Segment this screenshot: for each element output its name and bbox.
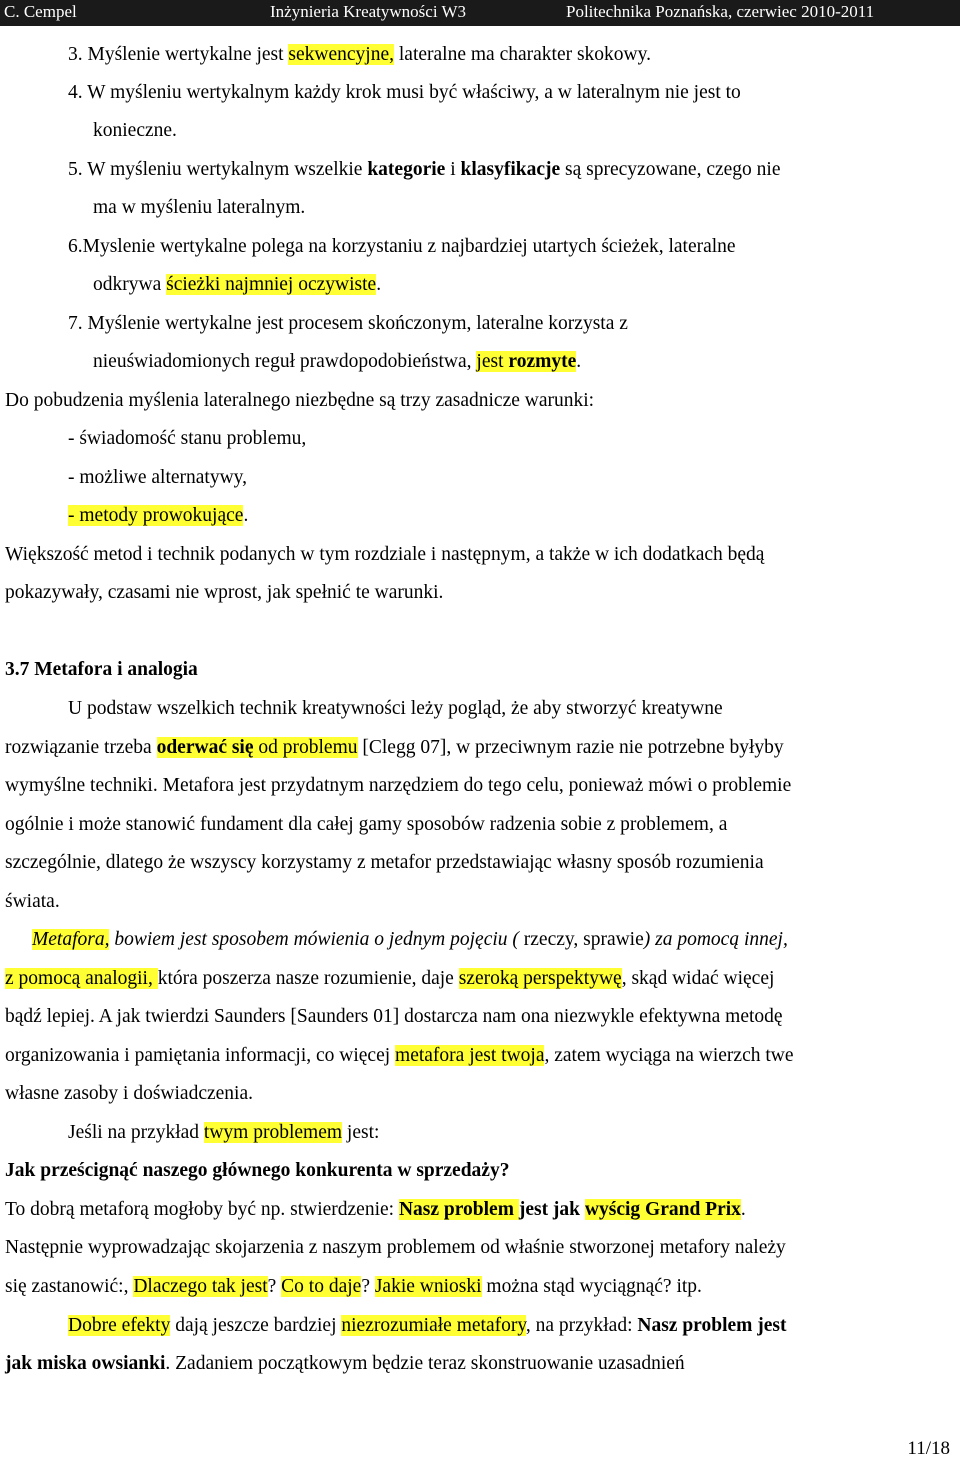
list-item-4-cont: konieczne.	[93, 120, 177, 141]
p3-line1: Jeśli na przykład twym problemem jest:	[68, 1122, 380, 1143]
condition-3: - metody prowokujące.	[68, 505, 249, 526]
p3-line4: Następnie wyprowadzając skojarzenia z naszym problemem od właśnie stworzonej metafory należy	[5, 1237, 786, 1258]
header-author: C. Cempel	[4, 2, 77, 21]
section-title: 3.7 Metafora i analogia	[5, 659, 198, 680]
p3-line3: To dobrą metaforą mogłoby być np. stwierdzenie: Nasz problem jest jak wyścig Grand Prix.	[5, 1199, 746, 1220]
conditions-intro: Do pobudzenia myślenia lateralnego niezbędne są trzy zasadnicze warunki:	[5, 390, 595, 411]
list-item-5: 5. W myśleniu wertykalnym wszelkie kategorie i klasyfikacje są sprecyzowane, czego nie	[68, 159, 781, 180]
list-item-5-cont: ma w myśleniu lateralnym.	[93, 197, 306, 218]
p1-line1: U podstaw wszelkich technik kreatywności leży pogląd, że aby stworzyć kreatywne	[68, 698, 723, 719]
header-institution: Politechnika Poznańska, czerwiec 2010-2011	[566, 2, 875, 21]
p1-line6: świata.	[5, 891, 60, 912]
p2-line4: organizowania i pamiętania informacji, co więcej metafora jest twoja, zatem wyciąga na wierzch twe	[5, 1045, 794, 1066]
condition-2: - możliwe alternatywy,	[68, 467, 248, 488]
condition-1: - świadomość stanu problemu,	[68, 428, 307, 449]
p1-line2: rozwiązanie trzeba oderwać się od problemu [Clegg 07], w przeciwnym razie nie potrzebne byłyby	[5, 737, 784, 758]
header-course: Inżynieria Kreatywności W3	[270, 2, 467, 21]
p1-line3: wymyślne techniki. Metafora jest przydatnym narzędziem do tego celu, ponieważ mówi o problemie	[5, 775, 792, 796]
p2-line2: z pomocą analogii, która poszerza nasze rozumienie, daje szeroką perspektywę, skąd widać więcej	[5, 968, 775, 989]
p1-line5: szczególnie, dlatego że wszyscy korzystamy z metafor przedstawiając własny sposób rozumienia	[5, 852, 764, 873]
p2-line1: Metafora, bowiem jest sposobem mówienia o jednym pojęciu ( rzeczy, sprawie) za pomocą innej,	[32, 929, 788, 950]
p3-line5: się zastanowić:, Dlaczego tak jest? Co to daje? Jakie wnioski można stąd wyciągnąć? itp.	[5, 1276, 702, 1297]
list-item-3: 3. Myślenie wertykalne jest sekwencyjne, lateralne ma charakter skokowy.	[68, 44, 651, 65]
page-header	[0, 0, 960, 26]
p4-line1: Dobre efekty dają jeszcze bardziej niezrozumiałe metafory, na przykład: Nasz problem jest	[68, 1315, 787, 1336]
page-number: 11/18	[907, 1438, 950, 1459]
list-item-4: 4. W myśleniu wertykalnym każdy krok musi być właściwy, a w lateralnym nie jest to	[68, 82, 741, 103]
p4-line2: jak miska owsianki. Zadaniem początkowym będzie teraz skonstruowanie uzasadnień	[5, 1353, 685, 1374]
list-item-6: 6.Myslenie wertykalne polega na korzystaniu z najbardziej utartych ścieżek, lateralne	[68, 236, 736, 257]
p1-line4: ogólnie i może stanowić fundament dla całej gamy sposobów radzenia sobie z problemem, a	[5, 814, 728, 835]
conditions-summary-line1: Większość metod i technik podanych w tym rozdziale i następnym, a także w ich dodatkach będą	[5, 544, 765, 565]
conditions-summary-line2: pokazywały, czasami nie wprost, jak spełnić te warunki.	[5, 582, 444, 603]
p2-line3: bądź lepiej. A jak twierdzi Saunders [Saunders 01] dostarcza nam ona niezwykle efektywna metodę	[5, 1006, 783, 1027]
list-item-7-cont: nieuświadomionych reguł prawdopodobieństwa, jest rozmyte.	[93, 351, 582, 372]
list-item-7: 7. Myślenie wertykalne jest procesem skończonym, lateralne korzysta z	[68, 313, 628, 334]
p3-question: Jak prześcignąć naszego głównego konkurenta w sprzedaży?	[5, 1160, 510, 1181]
p2-line5: własne zasoby i doświadczenia.	[5, 1083, 253, 1104]
list-item-6-cont: odkrywa ścieżki najmniej oczywiste.	[93, 274, 382, 295]
